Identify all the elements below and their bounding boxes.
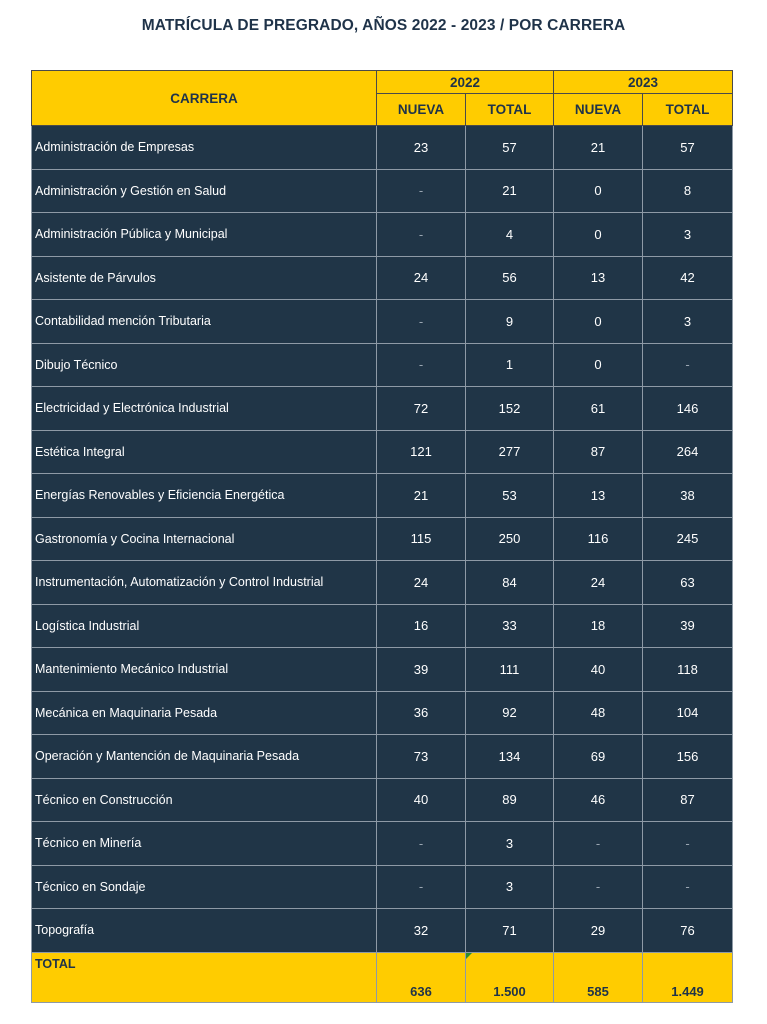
- header-nueva-2022: NUEVA: [377, 94, 466, 126]
- cell-total-2023: 3: [643, 213, 733, 257]
- cell-carrera-name: Gastronomía y Cocina Internacional: [32, 517, 377, 561]
- cell-nueva-2023: 116: [554, 517, 643, 561]
- cell-total-2023: 156: [643, 735, 733, 779]
- cell-nueva-2022: 24: [377, 256, 466, 300]
- table-row: [32, 430, 733, 474]
- cell-total-2023: 57: [643, 126, 733, 170]
- cell-total-2023: 63: [643, 561, 733, 605]
- cell-nueva-2023: 24: [554, 561, 643, 605]
- cell-carrera-name: Operación y Mantención de Maquinaria Pesada: [32, 735, 377, 779]
- cell-carrera-name: Electricidad y Electrónica Industrial: [32, 387, 377, 431]
- cell-nueva-2022: 115: [377, 517, 466, 561]
- cell-nueva-2023: 0: [554, 169, 643, 213]
- cell-total-2023: 38: [643, 474, 733, 518]
- cell-total-2023: 245: [643, 517, 733, 561]
- header-total-2023: TOTAL: [643, 94, 733, 126]
- cell-total-2022: 53: [466, 474, 554, 518]
- cell-nueva-2023: -: [554, 865, 643, 909]
- cell-total-2022: 3: [466, 865, 554, 909]
- cell-total-2023: 39: [643, 604, 733, 648]
- cell-total-2023: 76: [643, 909, 733, 953]
- table-row: [32, 691, 733, 735]
- table-row: [32, 865, 733, 909]
- cell-nueva-2023: 69: [554, 735, 643, 779]
- cell-carrera-name: Energías Renovables y Eficiencia Energética: [32, 474, 377, 518]
- cell-nueva-2022: 36: [377, 691, 466, 735]
- cell-nueva-2022: 73: [377, 735, 466, 779]
- cell-carrera-name: Topografía: [32, 909, 377, 953]
- cell-total-2022: 84: [466, 561, 554, 605]
- cell-nueva-2023: 13: [554, 256, 643, 300]
- table-footer: [32, 952, 733, 1002]
- table-row: [32, 909, 733, 953]
- table-row: [32, 604, 733, 648]
- table-row: [32, 300, 733, 344]
- page-title: MATRÍCULA DE PREGRADO, AÑOS 2022 - 2023 / POR CARRERA: [141, 17, 626, 34]
- cell-carrera-name: Técnico en Sondaje: [32, 865, 377, 909]
- table-row: [32, 169, 733, 213]
- cell-nueva-2022: -: [377, 822, 466, 866]
- cell-nueva-2022: 40: [377, 778, 466, 822]
- cell-carrera-name: Administración y Gestión en Salud: [32, 169, 377, 213]
- cell-nueva-2023: 61: [554, 387, 643, 431]
- total-total-2022-value: 1.500: [493, 983, 526, 999]
- cell-comment-marker: [466, 953, 472, 959]
- cell-total-2023: -: [643, 865, 733, 909]
- cell-total-2022: 89: [466, 778, 554, 822]
- cell-nueva-2022: 121: [377, 430, 466, 474]
- cell-total-2023: -: [643, 343, 733, 387]
- table-row: [32, 474, 733, 518]
- total-total-2022: [466, 952, 554, 1002]
- cell-nueva-2022: -: [377, 865, 466, 909]
- cell-nueva-2022: 23: [377, 126, 466, 170]
- cell-carrera-name: Asistente de Párvulos: [32, 256, 377, 300]
- cell-total-2023: 3: [643, 300, 733, 344]
- table-body: [32, 126, 733, 953]
- cell-total-2022: 1: [466, 343, 554, 387]
- cell-total-2022: 33: [466, 604, 554, 648]
- cell-total-2022: 3: [466, 822, 554, 866]
- cell-nueva-2023: 48: [554, 691, 643, 735]
- total-nueva-2023: 585: [554, 952, 643, 1002]
- table-row: [32, 517, 733, 561]
- table-row: [32, 387, 733, 431]
- table-row: [32, 256, 733, 300]
- cell-carrera-name: Técnico en Construcción: [32, 778, 377, 822]
- cell-total-2023: 42: [643, 256, 733, 300]
- cell-carrera-name: Técnico en Minería: [32, 822, 377, 866]
- table-row: [32, 126, 733, 170]
- cell-nueva-2022: -: [377, 343, 466, 387]
- cell-nueva-2022: 21: [377, 474, 466, 518]
- cell-nueva-2022: 24: [377, 561, 466, 605]
- cell-total-2022: 71: [466, 909, 554, 953]
- cell-total-2022: 250: [466, 517, 554, 561]
- cell-total-2022: 134: [466, 735, 554, 779]
- cell-carrera-name: Administración de Empresas: [32, 126, 377, 170]
- table-row: [32, 213, 733, 257]
- cell-total-2023: 146: [643, 387, 733, 431]
- cell-carrera-name: Contabilidad mención Tributaria: [32, 300, 377, 344]
- total-total-2023: 1.449: [643, 952, 733, 1002]
- cell-nueva-2023: 46: [554, 778, 643, 822]
- header-carrera: CARRERA: [32, 71, 377, 126]
- cell-nueva-2022: -: [377, 169, 466, 213]
- cell-carrera-name: Administración Pública y Municipal: [32, 213, 377, 257]
- cell-total-2023: -: [643, 822, 733, 866]
- header-total-2022: TOTAL: [466, 94, 554, 126]
- table-row: [32, 735, 733, 779]
- cell-carrera-name: Mecánica en Maquinaria Pesada: [32, 691, 377, 735]
- cell-nueva-2023: 13: [554, 474, 643, 518]
- cell-carrera-name: Estética Integral: [32, 430, 377, 474]
- cell-total-2023: 104: [643, 691, 733, 735]
- total-label: TOTAL: [32, 952, 377, 1002]
- header-year-2022: 2022: [377, 71, 554, 94]
- table-row: [32, 648, 733, 692]
- table-row: [32, 561, 733, 605]
- cell-nueva-2023: 29: [554, 909, 643, 953]
- cell-total-2022: 4: [466, 213, 554, 257]
- cell-nueva-2022: 16: [377, 604, 466, 648]
- cell-total-2022: 92: [466, 691, 554, 735]
- cell-total-2022: 152: [466, 387, 554, 431]
- cell-nueva-2022: 39: [377, 648, 466, 692]
- cell-carrera-name: Instrumentación, Automatización y Control Industrial: [32, 561, 377, 605]
- cell-carrera-name: Mantenimiento Mecánico Industrial: [32, 648, 377, 692]
- cell-nueva-2023: -: [554, 822, 643, 866]
- table-row: [32, 343, 733, 387]
- cell-total-2023: 264: [643, 430, 733, 474]
- total-nueva-2022: 636: [377, 952, 466, 1002]
- cell-total-2023: 87: [643, 778, 733, 822]
- cell-total-2022: 277: [466, 430, 554, 474]
- table-row: [32, 822, 733, 866]
- header-year-2023: 2023: [554, 71, 733, 94]
- cell-total-2022: 21: [466, 169, 554, 213]
- cell-nueva-2023: 0: [554, 300, 643, 344]
- cell-total-2022: 111: [466, 648, 554, 692]
- table-row: [32, 778, 733, 822]
- cell-carrera-name: Dibujo Técnico: [32, 343, 377, 387]
- cell-carrera-name: Logística Industrial: [32, 604, 377, 648]
- cell-total-2022: 56: [466, 256, 554, 300]
- table-header: [32, 71, 733, 126]
- cell-nueva-2023: 87: [554, 430, 643, 474]
- cell-nueva-2023: 18: [554, 604, 643, 648]
- total-row: [32, 952, 733, 1002]
- cell-total-2022: 57: [466, 126, 554, 170]
- enrollment-table: [31, 70, 733, 1003]
- cell-nueva-2022: -: [377, 300, 466, 344]
- cell-nueva-2023: 0: [554, 213, 643, 257]
- cell-total-2023: 8: [643, 169, 733, 213]
- cell-nueva-2023: 40: [554, 648, 643, 692]
- cell-nueva-2022: 72: [377, 387, 466, 431]
- cell-nueva-2022: -: [377, 213, 466, 257]
- cell-total-2022: 9: [466, 300, 554, 344]
- cell-nueva-2022: 32: [377, 909, 466, 953]
- cell-nueva-2023: 21: [554, 126, 643, 170]
- cell-total-2023: 118: [643, 648, 733, 692]
- cell-nueva-2023: 0: [554, 343, 643, 387]
- header-nueva-2023: NUEVA: [554, 94, 643, 126]
